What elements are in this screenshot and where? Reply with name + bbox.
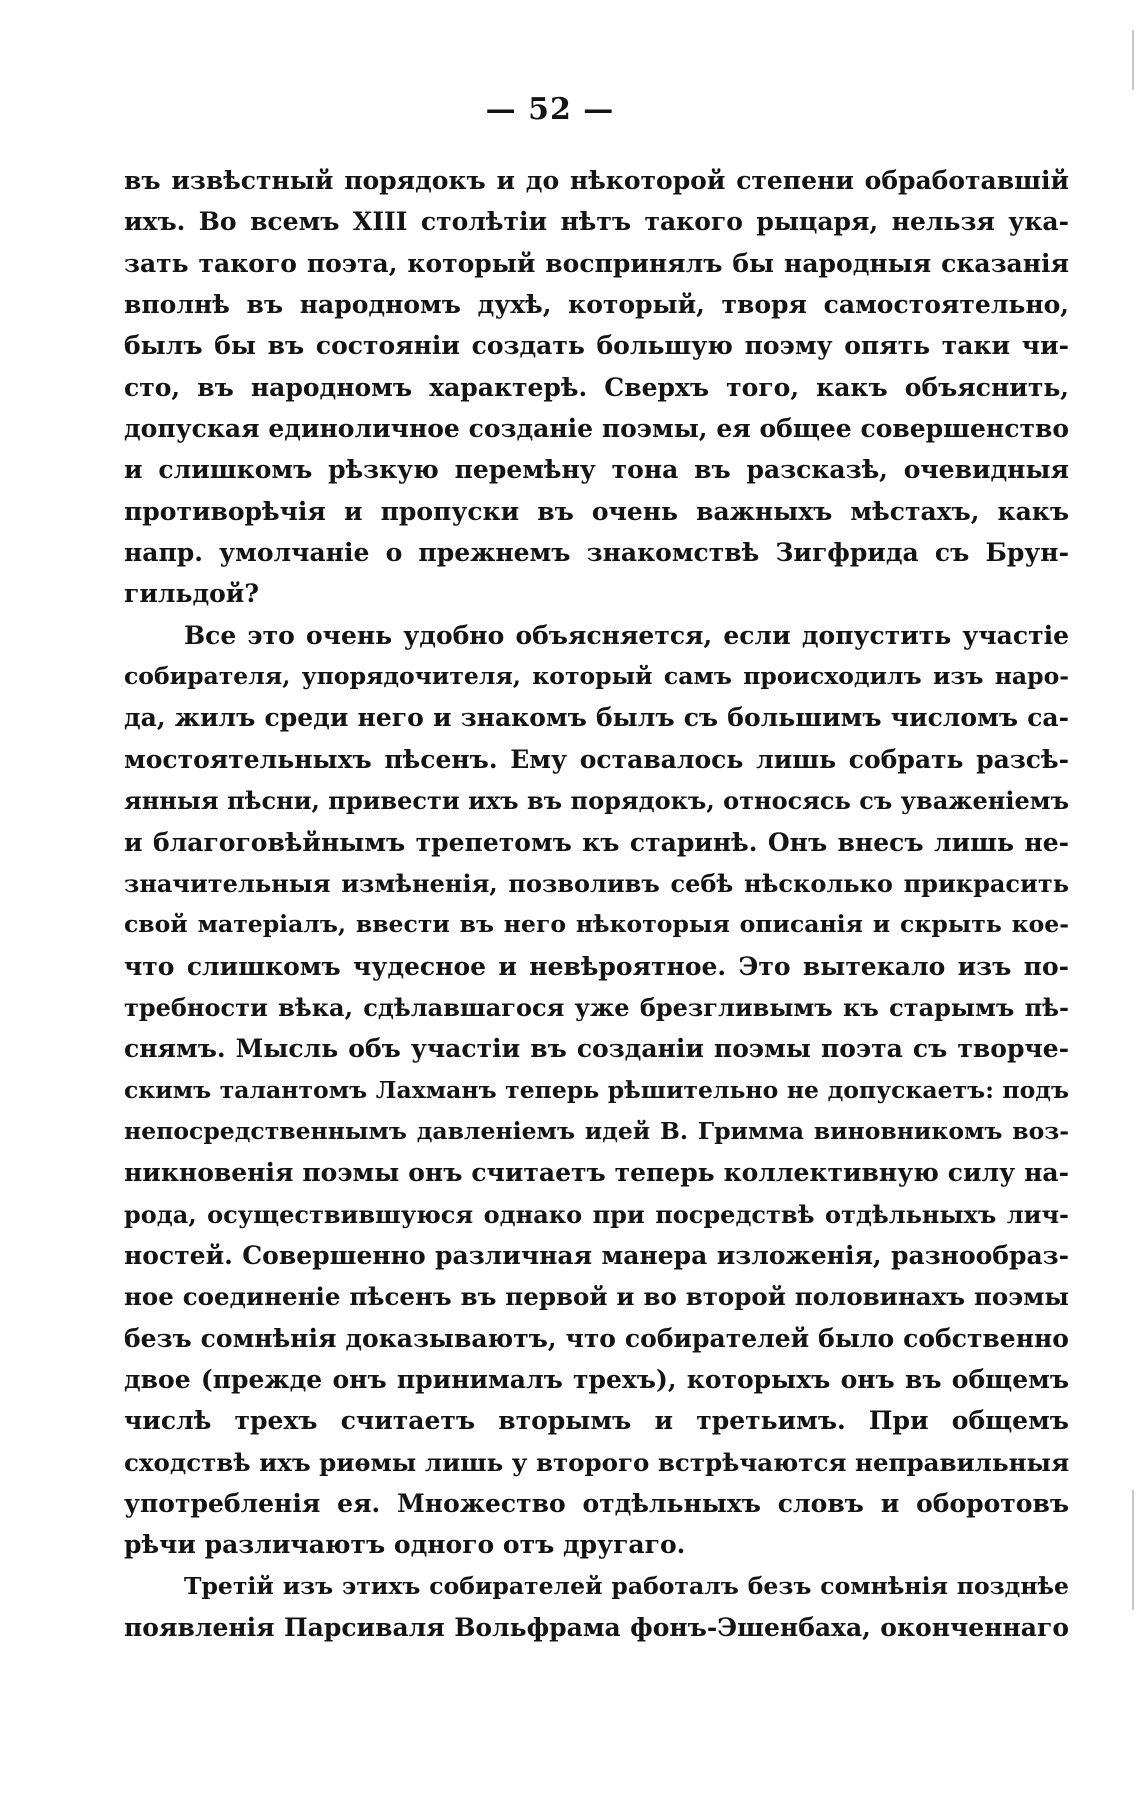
text-line: свой матеріалъ, ввести въ него нѣкоторыя описанія и скрыть кое- <box>124 910 1069 939</box>
page-edge-mark <box>1132 1490 1134 1610</box>
text-line: ихъ. Во всемъ XIII столѣтіи нѣтъ такого рыцаря, нельзя ука- <box>124 207 1069 237</box>
paragraph-2 <box>124 615 1069 1566</box>
text-line: сто, въ народномъ характерѣ. Сверхъ того, какъ объяснить, <box>124 372 1069 402</box>
text-line: собирателя, упорядочителя, который самъ происходилъ изъ наро- <box>124 662 1069 691</box>
text-line: янныя пѣсни, привести ихъ въ порядокъ, относясь съ уваженіемъ <box>124 786 1069 816</box>
text-line: гильдой? <box>124 579 259 609</box>
text-line: рода, осуществившуюся однако при посредствѣ отдѣльныхъ лич- <box>124 1199 1069 1229</box>
page-edge-mark <box>1132 30 1134 90</box>
text-line: Все это очень удобно объясняется, если допустить участіе <box>184 620 1069 650</box>
text-line: былъ бы въ состояніи создать большую поэму опять таки чи- <box>124 331 1069 361</box>
text-line: никновенія поэмы онъ считаетъ теперь коллективную силу на- <box>124 1158 1069 1188</box>
text-line: безъ сомнѣнія доказываютъ, что собирателей было собственно <box>124 1323 1069 1353</box>
text-line: въ извѣстный порядокъ и до нѣкоторой степени обработавшій <box>124 166 1069 195</box>
text-line: и благоговѣйнымъ трепетомъ къ старинѣ. Онъ внесъ лишь не- <box>124 827 1069 857</box>
text-line: рѣчи различаютъ одного отъ другаго. <box>124 1530 686 1560</box>
text-line: зать такого поэта, который воспринялъ бы народныя сказанія <box>124 248 1069 278</box>
text-line: числѣ трехъ считаетъ вторымъ и третьимъ. При общемъ <box>124 1406 1069 1436</box>
text-line: вполнѣ въ народномъ духѣ, который, творя самостоятельно, <box>124 290 1069 320</box>
text-line: противорѣчія и пропуски въ очень важныхъ мѣстахъ, какъ <box>124 496 1069 526</box>
paragraph-3 <box>124 1566 1069 1649</box>
text-line: требности вѣка, сдѣлавшагося уже брезгливымъ къ старымъ пѣ- <box>124 992 1069 1022</box>
text-line: напр. умолчаніе о прежнемъ знакомствѣ Зигфрида съ Брун- <box>124 538 1069 568</box>
text-line: и слишкомъ рѣзкую перемѣну тона въ разсказѣ, очевидныя <box>124 455 1069 485</box>
paragraph-1 <box>124 160 1069 615</box>
text-line: допуская единоличное созданіе поэмы, ея общее совершенство <box>124 414 1069 444</box>
text-line: мостоятельныхъ пѣсенъ. Ему оставалось лишь собрать разсѣ- <box>124 744 1069 774</box>
text-line: Третій изъ этихъ собирателей работалъ безъ сомнѣнія позднѣе <box>184 1571 1069 1600</box>
text-line: снямъ. Мысль объ участіи въ созданіи поэмы поэта съ творче- <box>124 1034 1069 1064</box>
body-text <box>124 160 1069 1648</box>
text-line: непосредственнымъ давленіемъ идей В. Гримма виновникомъ воз- <box>124 1116 1069 1145</box>
text-line: появленія Парсиваля Вольфрама фонъ-Эшенбаха, оконченнаго <box>124 1613 1069 1643</box>
text-line: сходствѣ ихъ риѳмы лишь у второго встрѣчаются неправильныя <box>124 1447 1069 1477</box>
text-line: что слишкомъ чудесное и невѣроятное. Это вытекало изъ по- <box>124 951 1069 981</box>
text-line: да, жилъ среди него и знакомъ былъ съ большимъ числомъ са- <box>124 703 1069 733</box>
text-line: ностей. Совершенно различная манера изложенія, разнообраз- <box>124 1240 1069 1270</box>
text-line: ное соединеніе пѣсенъ въ первой и во второй половинахъ поэмы <box>124 1282 1069 1312</box>
text-line: двое (прежде онъ принималъ трехъ), которыхъ онъ въ общемъ <box>124 1364 1069 1394</box>
text-line: скимъ талантомъ Лахманъ теперь рѣшительно не допускаетъ: подъ <box>124 1075 1069 1104</box>
page-number: — 52 — <box>485 92 615 127</box>
text-line: значительныя измѣненія, позволивъ себѣ нѣсколько прикрасить <box>124 868 1069 898</box>
text-line: употребленія ея. Множество отдѣльныхъ словъ и оборотовъ <box>124 1489 1069 1518</box>
